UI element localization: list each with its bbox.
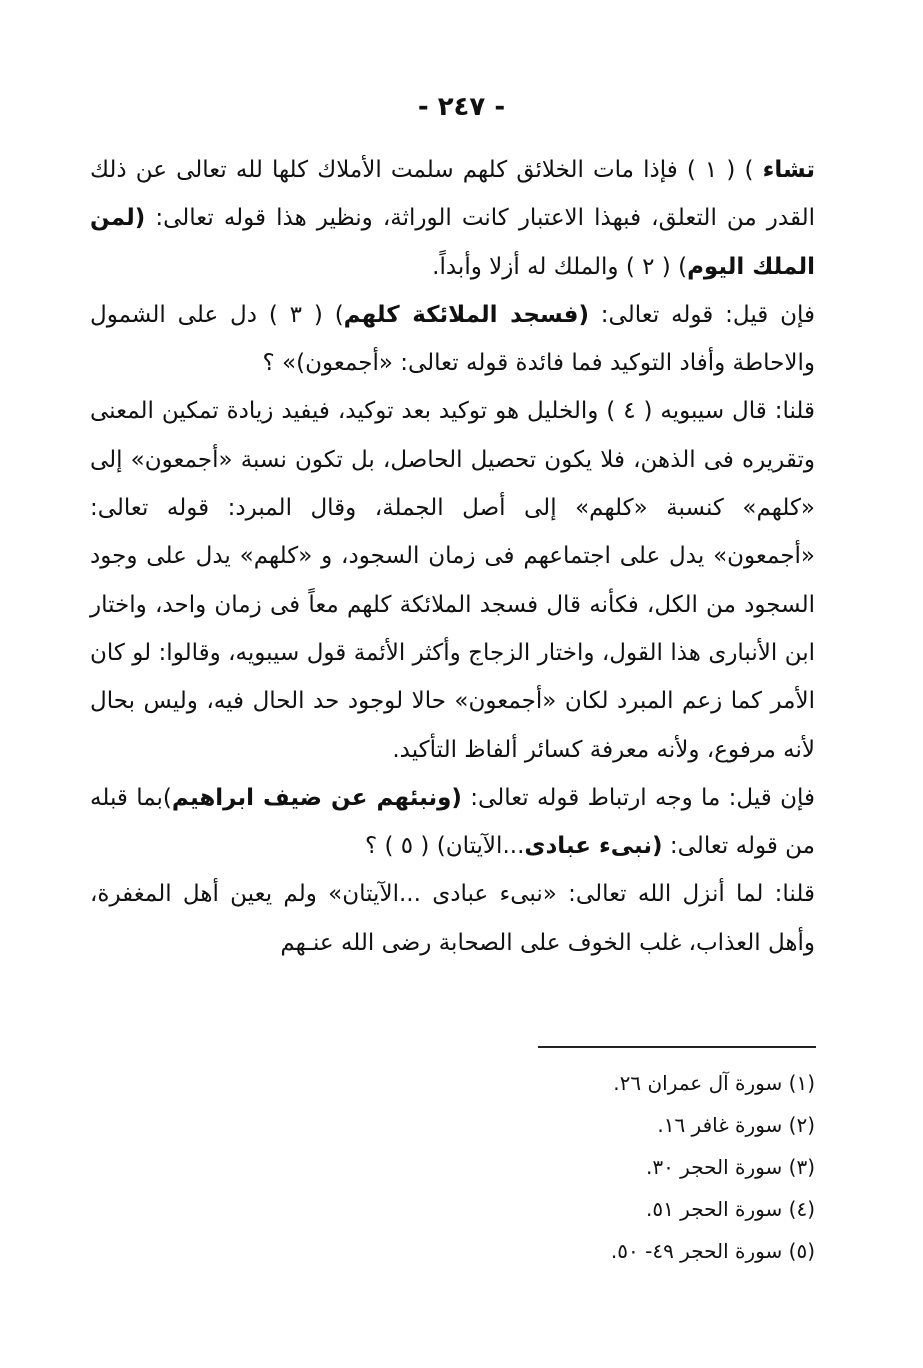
quran-quote: تشاء	[762, 157, 816, 183]
paragraph	[90, 146, 815, 291]
quran-quote: (فسجد الملائكة كلهم	[343, 301, 589, 328]
text-segment: ) ( ٣ ) دل على الشمول والاحاطة وأفاد التوكيد فما فائدة قوله تعالى: «أجمعون)» ؟	[90, 301, 815, 377]
text-segment: )بما قبله من قوله تعالى:	[90, 784, 815, 860]
body-text	[90, 146, 815, 967]
text-segment: ...الآيتان) ( ٥ ) ؟	[364, 833, 525, 860]
footnote: (٢) سورة غافر ١٦.	[657, 1113, 815, 1137]
footnote: (٣) سورة الحجر ٣٠.	[645, 1155, 815, 1179]
paragraph	[90, 774, 815, 871]
paragraph	[90, 291, 815, 388]
page-number: - ٢٤٧ -	[417, 92, 506, 122]
paragraph	[90, 870, 815, 967]
text-segment: فإن قيل: قوله تعالى:	[588, 301, 816, 328]
text-segment: ) ( ١ ) فإذا مات الخلائق كلهم سلمت الأملاك كلها لله تعالى عن ذلك القدر من التعلق، فبهذا الاعتبار كانت الوراثة، ونظير هذا قوله تعالى:	[90, 157, 815, 232]
footnote: (١) سورة آل عمران ٢٦.	[613, 1071, 815, 1095]
text-segment: فإن قيل: ما وجه ارتباط قوله تعالى:	[461, 784, 816, 811]
quran-quote: (لمن الملك اليوم	[90, 205, 815, 280]
paragraph	[90, 387, 815, 773]
footnote-divider	[538, 1046, 816, 1048]
quran-quote: (نبىء عبادى	[524, 833, 663, 860]
quran-quote: (ونبئهم عن ضيف ابراهيم	[171, 784, 462, 811]
text-segment: قلنا: لما أنزل الله تعالى: «نبىء عبادى ...الآيتان» ولم يعين أهل المغفرة، وأهل العذاب، غلب الخوف على الصحابة رضى الله عنـهم	[90, 881, 815, 956]
text-segment: ) ( ٢ ) والملك له أزلا وأبداً.	[432, 253, 688, 280]
footnote: (٥) سورة الحجر ٤٩- ٥٠.	[610, 1239, 815, 1263]
footnote: (٤) سورة الحجر ٥١.	[645, 1197, 815, 1221]
footnotes-list	[515, 1062, 815, 1272]
text-segment: قلنا: قال سيبويه ( ٤ ) والخليل هو توكيد بعد توكيد، فيفيد زيادة تمكين المعنى وتقريره فى الذهن، فلا يكون تحصيل الحاصل، بل تكون نسبة «أجمعون» إلى «كلهم» كنسبة «كلهم» إلى أصل الجملة، وقال المبرد: قوله تعالى: «أجمعون» يدل على اجتماعهم فى زمان السجود، و «كلهم» يدل على وجود السجود من الكل، فكأنه قال فسجد الملائكة كلهم معاً فى زمان واحد، واختار ابن الأنبارى هذا القول، واختار الزجاج وأكثر الأئمة قول سيبويه، وقالوا: لو كان الأمر كما زعم المبرد لكان «أجمعون» حالا لوجود حد الحال فيه، وليس بحال لأنه مرفوع، ولأنه معرفة كسائر ألفاظ التأكيد.	[90, 398, 816, 763]
